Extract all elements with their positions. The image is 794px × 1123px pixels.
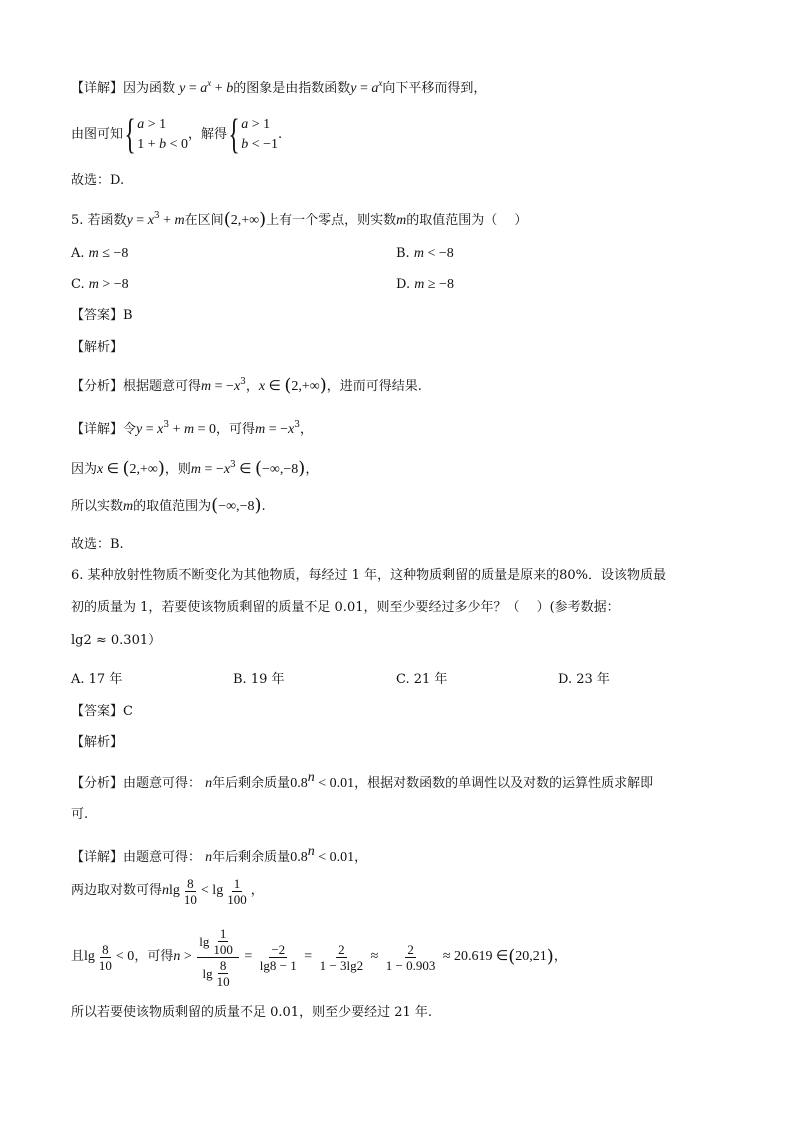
p4-select: 故选：D. [71, 173, 125, 188]
q6-stem-line1: 6. 某种放射性物质不断变化为其他物质，每经过 1 年，这种物质剩留的质量是原来的80%．设该物质最 [71, 568, 666, 583]
q6-compute-line: 且 lg $\frac{8}{10}$ < 0 ，可得 n > lg $\frac{1}{100}$ lg $\frac{8}{10}$ = $\frac{-2}{\lg 8 - 1}$ = $\frac{2}{1 - 3\lg 2}$ ≈ $\frac{2}{1 - 0.903}$ ≈ 20.619 ∈ ( 20,21 ) ， [71, 925, 567, 989]
q5-option-d: D. m ≥ −8 [396, 277, 454, 292]
q6-answer: 【答案】C [71, 704, 133, 719]
q5-analysis-tag: 【解析】 [71, 340, 124, 355]
q5-stem: 5. 若函数$y = x^3 + m$在区间(2,+∞)上有一个零点，则实数m的取值范围为（ ） [71, 209, 528, 230]
q6-option-d: D. 23 年 [558, 672, 610, 687]
system-1: a > 1 1 + b < 0 [137, 117, 188, 152]
p4-detail-line: 【详解】因为函数 $y = a^x + b$的图象是由指数函数$y = a^x$向下平移而得到， [71, 78, 487, 96]
q6-option-b: B. 19 年 [233, 672, 285, 687]
system-2: a > 1 b < −1 [241, 117, 278, 152]
q5-fenxi: 【分析】根据题意可得$m = -x^3$，x ∈ (2,+∞)，进而可得结果. [71, 375, 422, 396]
q5-option-a: A. m ≤ −8 [71, 246, 129, 261]
p4-system-line: 由图可知 { a > 1 1 + b < 0 ，解得 { a > 1 b < −1 . [71, 112, 283, 158]
q5-option-b: B. m < −8 [396, 246, 454, 261]
q6-stem-line2: 初的质量为 1，若要使该物质剩留的质量不足 0.01，则至少要经过多少年？（ ）(参考数据： [71, 600, 620, 615]
q6-fenxi-cont: 可. [71, 807, 89, 822]
q5-because: 因为x ∈ (2,+∞)，则$m = -x^3$ ∈ (−∞,−8)， [71, 458, 319, 479]
q5-detail: 【详解】令$y = x^3 + m = 0$，可得$m = -x^3$， [71, 420, 313, 437]
q5-option-c: C. m > −8 [71, 277, 129, 292]
q5-select: 故选：B. [71, 537, 124, 552]
q6-fenxi: 【分析】由题意可得： n年后剩余质量$0.8^n < 0.01$，根据对数函数的单调性以及对数的运算性质求解即 [71, 770, 654, 791]
q6-option-c: C. 21 年 [396, 672, 448, 687]
q5-so: 所以实数m的取值范围为(−∞,−8). [71, 495, 266, 516]
q6-conclusion: 所以若要使该物质剩留的质量不足 0.01，则至少要经过 21 年. [71, 1005, 433, 1020]
q6-log-line: 两边取对数可得 n lg $\frac{8}{10}$ < lg $\frac{1}{100}$ ， [71, 875, 264, 907]
q5-answer: 【答案】B [71, 308, 133, 323]
detail-tag: 【详解】 [71, 81, 124, 96]
q6-analysis-tag: 【解析】 [71, 735, 124, 750]
q6-reference: lg2 ≈ 0.301） [71, 633, 162, 648]
q6-detail: 【详解】由题意可得： n年后剩余质量$0.8^n < 0.01$， [71, 844, 368, 865]
q6-option-a: A. 17 年 [71, 672, 123, 687]
